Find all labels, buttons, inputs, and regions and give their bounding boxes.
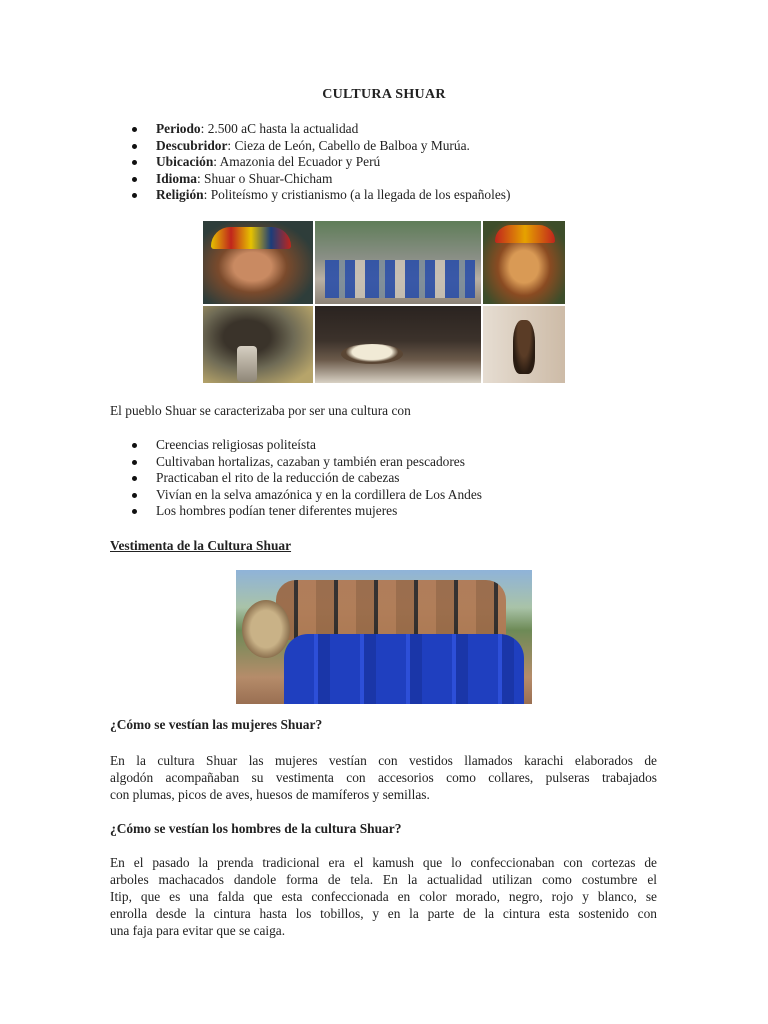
photo-women-dancing (315, 221, 481, 304)
men-text-line: Itip, que es una falda que esta confeccionada en color morado, negro, rojo y blanco, se (110, 889, 657, 904)
men-text-line: enrolla desde la cintura hasta los tobillos, y en la parte de la cintura esta sostenido con (110, 906, 657, 921)
fact-value: : Politeísmo y cristianismo (a la llegada de los españoles) (203, 187, 511, 203)
fact-value: : Cieza de León, Cabello de Balboa y Murúa. (227, 137, 470, 153)
photo-shield (242, 600, 290, 658)
fact-key: Religión (156, 187, 204, 203)
trait-item: Vivían en la selva amazónica y en la cordillera de Los Andes (130, 486, 482, 503)
fact-item-descubridor (130, 137, 510, 154)
men-paragraph (110, 854, 657, 939)
trait-item: Cultivaban hortalizas, cazaban y también eran pescadores (130, 453, 482, 470)
document-title: CULTURA SHUAR (322, 87, 446, 102)
photo-shuar-group (236, 570, 532, 704)
women-text-line: algodón acompañaban su vestimenta con accesorios como collares, pulseras trabajados (110, 770, 657, 785)
intro-paragraph: El pueblo Shuar se caracterizaba por ser una cultura con (110, 403, 411, 418)
trait-item: Practicaban el rito de la reducción de cabezas (130, 469, 482, 486)
women-heading: ¿Cómo se vestían las mujeres Shuar? (110, 717, 323, 732)
trait-item: Los hombres podían tener diferentes mujeres (130, 502, 482, 519)
women-text-line: En la cultura Shuar las mujeres vestían con vestidos llamados karachi elaborados de (110, 753, 657, 768)
clothing-heading: Vestimenta de la Cultura Shuar (110, 538, 292, 553)
women-text-line: con plumas, picos de aves, huesos de mamíferos y semillas. (110, 787, 430, 802)
fact-key: Descubridor (156, 137, 228, 153)
photo-painted-portrait (483, 221, 565, 304)
fact-value: : Shuar o Shuar-Chicham (196, 170, 333, 186)
fact-key: Periodo (156, 121, 201, 136)
fact-item-idioma (130, 170, 510, 187)
fact-item-religion (130, 186, 510, 203)
photo-collage (203, 221, 565, 385)
fact-value: : 2.500 aC hasta la actualidad (200, 121, 359, 136)
men-heading: ¿Cómo se vestían los hombres de la cultura Shuar? (110, 821, 402, 836)
photo-shrunken-head (203, 306, 313, 383)
photo-traditional-drink (315, 306, 481, 383)
photo-men-row (276, 580, 506, 640)
fact-key: Idioma (156, 170, 197, 186)
fact-key: Ubicación (156, 154, 214, 170)
facts-list (130, 120, 510, 203)
traits-list (130, 436, 482, 519)
fact-item-periodo (130, 120, 510, 137)
trait-item: Creencias religiosas politeísta (130, 436, 482, 453)
fact-value: : Amazonia del Ecuador y Perú (213, 154, 381, 170)
fact-item-ubicacion (130, 153, 510, 170)
photo-women-row (284, 634, 524, 704)
men-text-line: En el pasado la prenda tradicional era el kamush que lo confeccionaban con cortezas de (110, 855, 657, 870)
men-text-line: arboles machacados dandole forma de tela. En la actualidad utilizan como costumbre el (110, 872, 657, 887)
photo-tsantsa (483, 306, 565, 383)
photo-shuar-man-headdress (203, 221, 313, 304)
men-text-line: una faja para evitar que se caiga. (110, 923, 286, 938)
women-paragraph (110, 752, 657, 803)
